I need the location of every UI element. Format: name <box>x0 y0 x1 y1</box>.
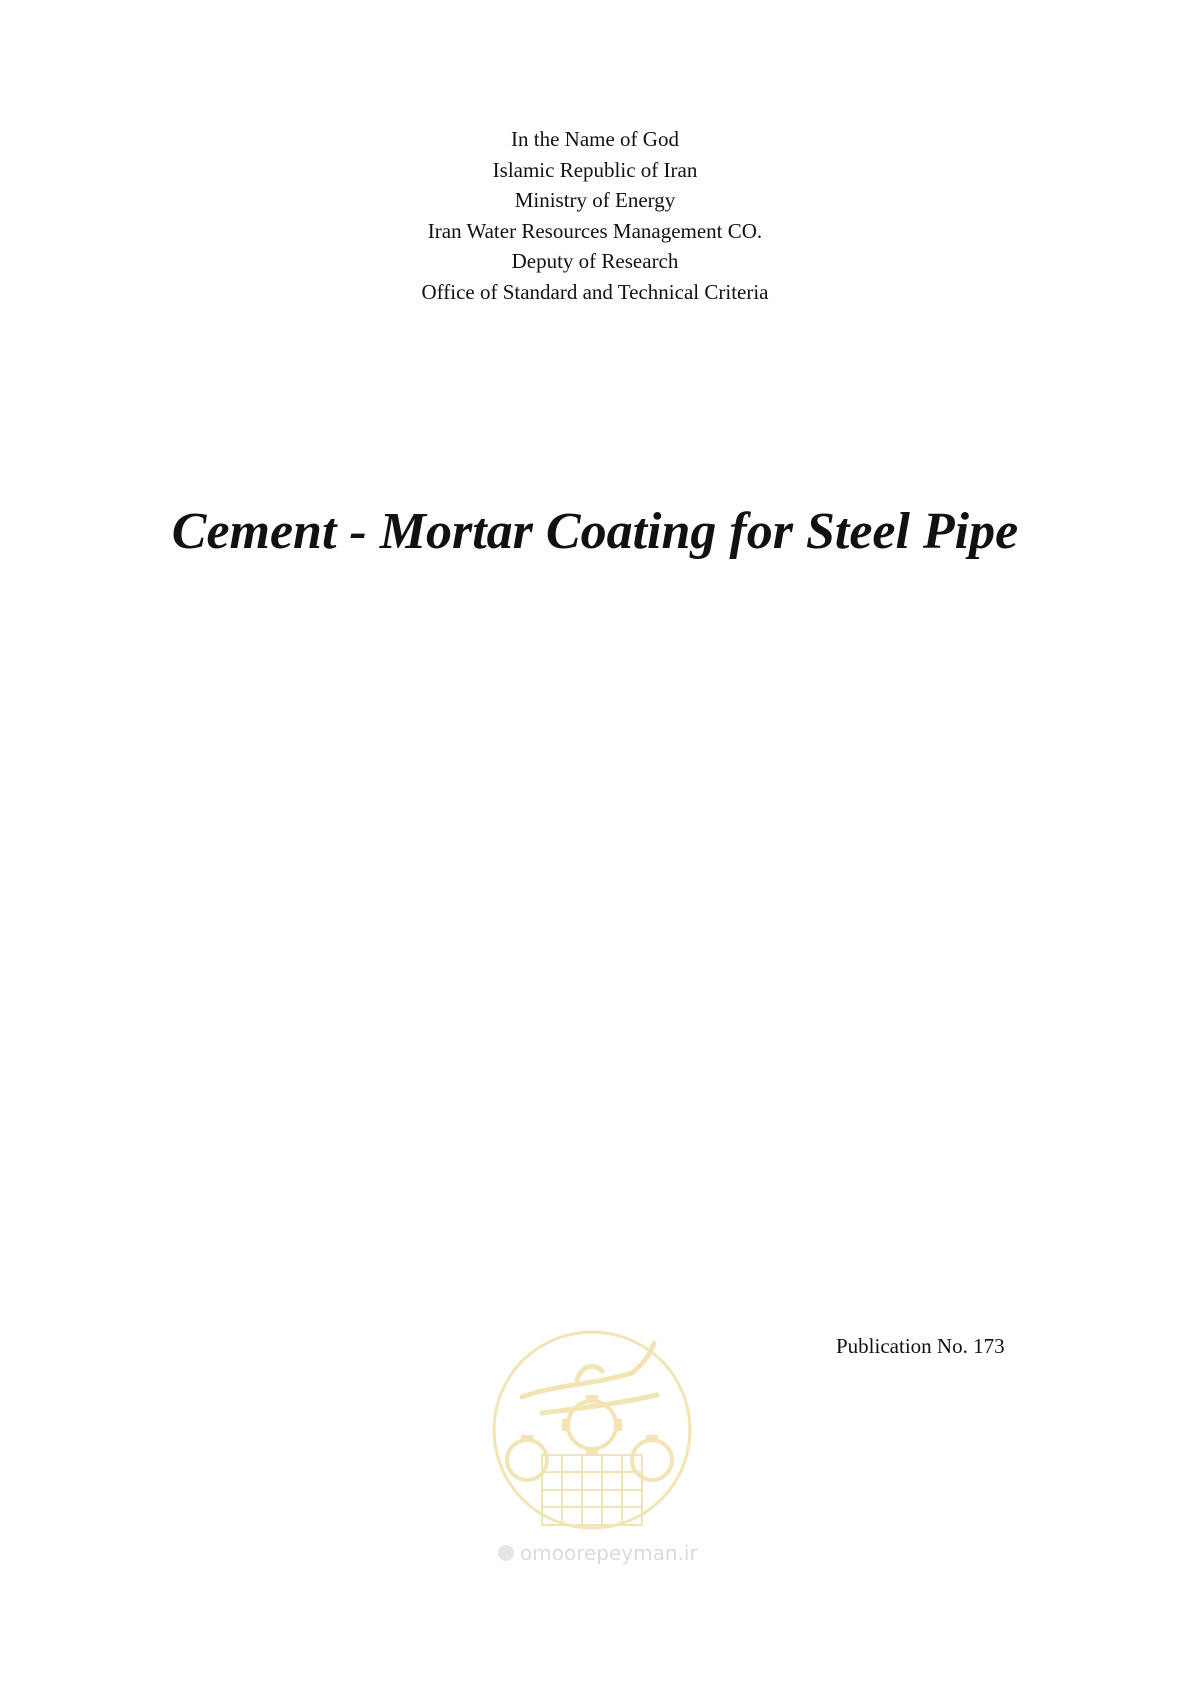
header-line-name-of-god: In the Name of God <box>511 127 679 151</box>
issuer-header <box>0 124 1190 307</box>
header-line-company: Iran Water Resources Management CO. <box>427 218 763 243</box>
header-line-ministry: Ministry of Energy <box>514 188 676 212</box>
publication-number: Publication No. 173 <box>836 1334 1005 1358</box>
header-line-republic: Islamic Republic of Iran <box>492 157 698 182</box>
watermark-logo <box>482 1325 702 1575</box>
document-title: Cement - Mortar Coating for Steel Pipe <box>171 503 1019 560</box>
watermark-site-text: omoorepeyman.ir <box>520 1541 698 1565</box>
header-line-deputy: Deputy of Research <box>511 249 679 273</box>
header-line-office: Office of Standard and Technical Criteria <box>421 279 769 304</box>
watermark-seal-icon <box>482 1325 702 1575</box>
